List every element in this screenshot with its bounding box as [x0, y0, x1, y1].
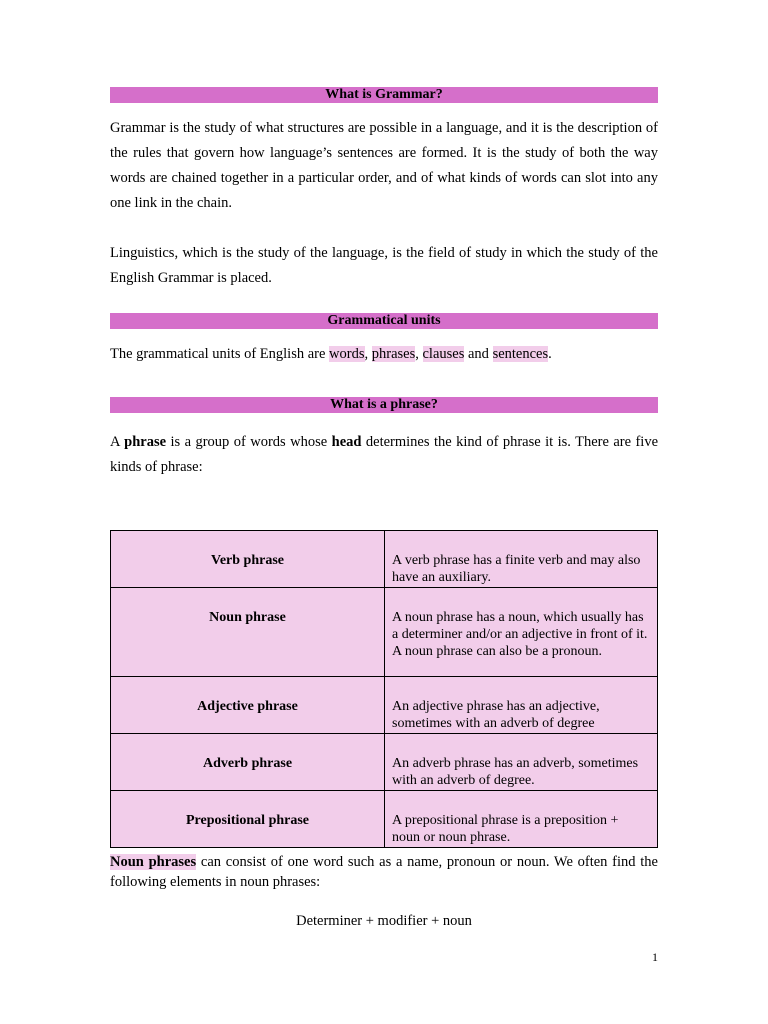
phrase-def-end: determines the kind of phrase it is. There are five kinds of phrase: — [110, 434, 659, 475]
table-cell-description: A noun phrase has a noun, which usually has a determiner and/or an adjective in front of it. A noun phrase can also be a pronoun. — [385, 588, 658, 677]
paragraph-grammatical-units — [110, 342, 658, 367]
paragraph-grammar-definition: Grammar is the study of what structures are possible in a language, and it is the description of the rules that govern how language’s sentences are formed. It is the study of both the way words are chained together in a particular order, and of what kinds of words can slot into any one link in the chain. — [110, 120, 658, 211]
units-intro-text: The grammatical units of English are — [110, 346, 330, 362]
table-cell-term: Prepositional phrase — [111, 791, 385, 848]
phrase-def-a: A — [110, 434, 125, 450]
table-cell-description: An adverb phrase has an adverb, sometimes with an adverb of degree. — [385, 734, 658, 791]
paragraph-noun-phrases — [110, 852, 658, 892]
table-row — [111, 531, 658, 588]
unit-clauses: clauses — [422, 346, 465, 362]
unit-comma-2: , — [415, 346, 419, 362]
table-cell-description: A prepositional phrase is a preposition + noun or noun phrase. — [385, 791, 658, 848]
paragraph-phrase-definition — [110, 430, 658, 480]
table-cell-term: Adverb phrase — [111, 734, 385, 791]
unit-words: words — [329, 346, 365, 362]
unit-comma-1: , — [364, 346, 369, 362]
units-and-text: and — [468, 346, 489, 362]
paragraph-linguistics: Linguistics, which is the study of the language, is the field of study in which the study of the English Grammar is placed. — [110, 245, 658, 286]
noun-phrase-formula: Determiner + modifier + noun — [296, 913, 472, 929]
table-row — [111, 588, 658, 677]
noun-phrases-lead: Noun phrases — [110, 854, 197, 870]
units-period: . — [548, 346, 552, 362]
phrase-types-table — [110, 530, 658, 848]
page-number: 1 — [652, 950, 658, 964]
table-cell-description: A verb phrase has a finite verb and may also have an auxiliary. — [385, 531, 658, 588]
heading-grammatical-units: Grammatical units — [110, 313, 658, 329]
phrase-def-mid: is a group of words whose — [166, 434, 332, 450]
head-term-bold: head — [331, 434, 362, 450]
unit-sentences: sentences — [492, 346, 549, 362]
noun-phrases-text: can consist of one word such as a name, pronoun or noun. We often find the following elements in noun phrases: — [110, 854, 658, 890]
heading-what-is-grammar: What is Grammar? — [110, 87, 658, 103]
unit-phrases: phrases — [371, 346, 416, 362]
table-row — [111, 791, 658, 848]
table-cell-term: Noun phrase — [111, 588, 385, 677]
table-row — [111, 734, 658, 791]
table-cell-term: Adjective phrase — [111, 677, 385, 734]
phrase-term-bold: phrase — [124, 434, 167, 450]
table-cell-term: Verb phrase — [111, 531, 385, 588]
heading-what-is-a-phrase: What is a phrase? — [110, 397, 658, 413]
table-cell-description: An adjective phrase has an adjective, sometimes with an adverb of degree — [385, 677, 658, 734]
table-row — [111, 677, 658, 734]
